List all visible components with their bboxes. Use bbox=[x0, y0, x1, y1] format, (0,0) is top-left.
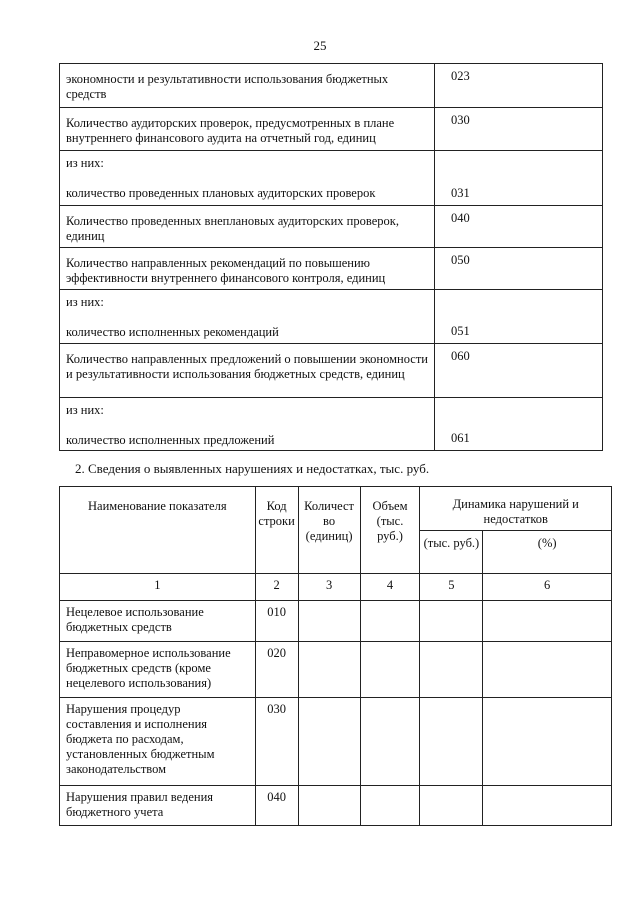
cell-empty bbox=[420, 601, 483, 642]
row-label: количество исполненных рекомендаций bbox=[66, 325, 279, 339]
header-dynamics: Динамика нарушений и недостатков bbox=[420, 487, 612, 531]
cell-empty bbox=[483, 601, 612, 642]
column-number: 4 bbox=[360, 574, 420, 601]
table-row bbox=[60, 786, 612, 826]
row-label: Количество направленных рекомендаций по повышению эффективности внутреннего финансового контроля, единиц bbox=[60, 248, 435, 290]
header-name: Наименование показателя bbox=[60, 487, 256, 574]
row-code: 060 bbox=[435, 344, 603, 398]
row-label: Количество направленных предложений о повышении экономности и результативности использования бюджетных средств, единиц bbox=[60, 344, 435, 398]
row-code: 030 bbox=[255, 698, 298, 786]
row-code: 020 bbox=[255, 642, 298, 698]
row-code: 010 bbox=[255, 601, 298, 642]
cell-empty bbox=[483, 698, 612, 786]
row-code: 061 bbox=[435, 398, 603, 451]
row-code: 040 bbox=[435, 206, 603, 248]
cell-empty bbox=[420, 698, 483, 786]
header-dyn-pct: (%) bbox=[483, 531, 612, 574]
row-sublabel: из них: bbox=[66, 156, 104, 170]
row-label: экономности и результативности использования бюджетных средств bbox=[60, 64, 435, 108]
header-row bbox=[60, 487, 612, 531]
cell-empty bbox=[360, 698, 420, 786]
cell-empty bbox=[360, 642, 420, 698]
cell-empty bbox=[483, 786, 612, 826]
column-number: 1 bbox=[60, 574, 256, 601]
row-sublabel: из них: bbox=[66, 403, 104, 417]
column-numbers-row bbox=[60, 574, 612, 601]
table-row bbox=[60, 64, 603, 108]
violations-table bbox=[59, 486, 612, 826]
cell-empty bbox=[483, 642, 612, 698]
cell-empty bbox=[420, 642, 483, 698]
table-row bbox=[60, 642, 612, 698]
cell-empty bbox=[298, 786, 360, 826]
table-row bbox=[60, 398, 603, 451]
row-label: Нарушения правил ведения бюджетного учета bbox=[60, 786, 256, 826]
row-label: Нарушения процедур составления и исполнения бюджета по расходам, установленных бюджетным законодательством bbox=[60, 698, 256, 786]
header-dyn-rub: (тыс. руб.) bbox=[420, 531, 483, 574]
column-number: 3 bbox=[298, 574, 360, 601]
control-results-table bbox=[59, 63, 603, 451]
table-row bbox=[60, 698, 612, 786]
cell-empty bbox=[360, 786, 420, 826]
row-label: количество исполненных предложений bbox=[66, 433, 275, 447]
row-label: Количество аудиторских проверок, предусмотренных в плане внутреннего финансового аудита на отчетный год, единиц bbox=[60, 108, 435, 151]
column-number: 5 bbox=[420, 574, 483, 601]
row-code: 051 bbox=[435, 290, 603, 344]
row-code: 023 bbox=[435, 64, 603, 108]
header-count: Количест во (единиц) bbox=[298, 487, 360, 574]
row-code: 040 bbox=[255, 786, 298, 826]
table-row bbox=[60, 108, 603, 151]
column-number: 2 bbox=[255, 574, 298, 601]
row-label: Количество проведенных внеплановых аудиторских проверок, единиц bbox=[60, 206, 435, 248]
cell-empty bbox=[298, 601, 360, 642]
table-row bbox=[60, 290, 603, 344]
header-volume: Объем (тыс. руб.) bbox=[360, 487, 420, 574]
table-row bbox=[60, 344, 603, 398]
row-label: Неправомерное использование бюджетных средств (кроме нецелевого использования) bbox=[60, 642, 256, 698]
cell-empty bbox=[298, 698, 360, 786]
row-code: 050 bbox=[435, 248, 603, 290]
table-row bbox=[60, 601, 612, 642]
row-sublabel: из них: bbox=[66, 295, 104, 309]
row-label: Нецелевое использование бюджетных средств bbox=[60, 601, 256, 642]
cell-empty bbox=[420, 786, 483, 826]
row-code: 031 bbox=[435, 151, 603, 206]
table-row bbox=[60, 206, 603, 248]
page-number: 25 bbox=[313, 38, 327, 53]
cell-empty bbox=[360, 601, 420, 642]
cell-empty bbox=[298, 642, 360, 698]
row-label: количество проведенных плановых аудиторских проверок bbox=[66, 186, 376, 200]
row-code: 030 bbox=[435, 108, 603, 151]
header-code: Код строки bbox=[255, 487, 298, 574]
table-row bbox=[60, 151, 603, 206]
column-number: 6 bbox=[483, 574, 612, 601]
table-row bbox=[60, 248, 603, 290]
section-title: 2. Сведения о выявленных нарушениях и недостатках, тыс. руб. bbox=[75, 461, 430, 476]
